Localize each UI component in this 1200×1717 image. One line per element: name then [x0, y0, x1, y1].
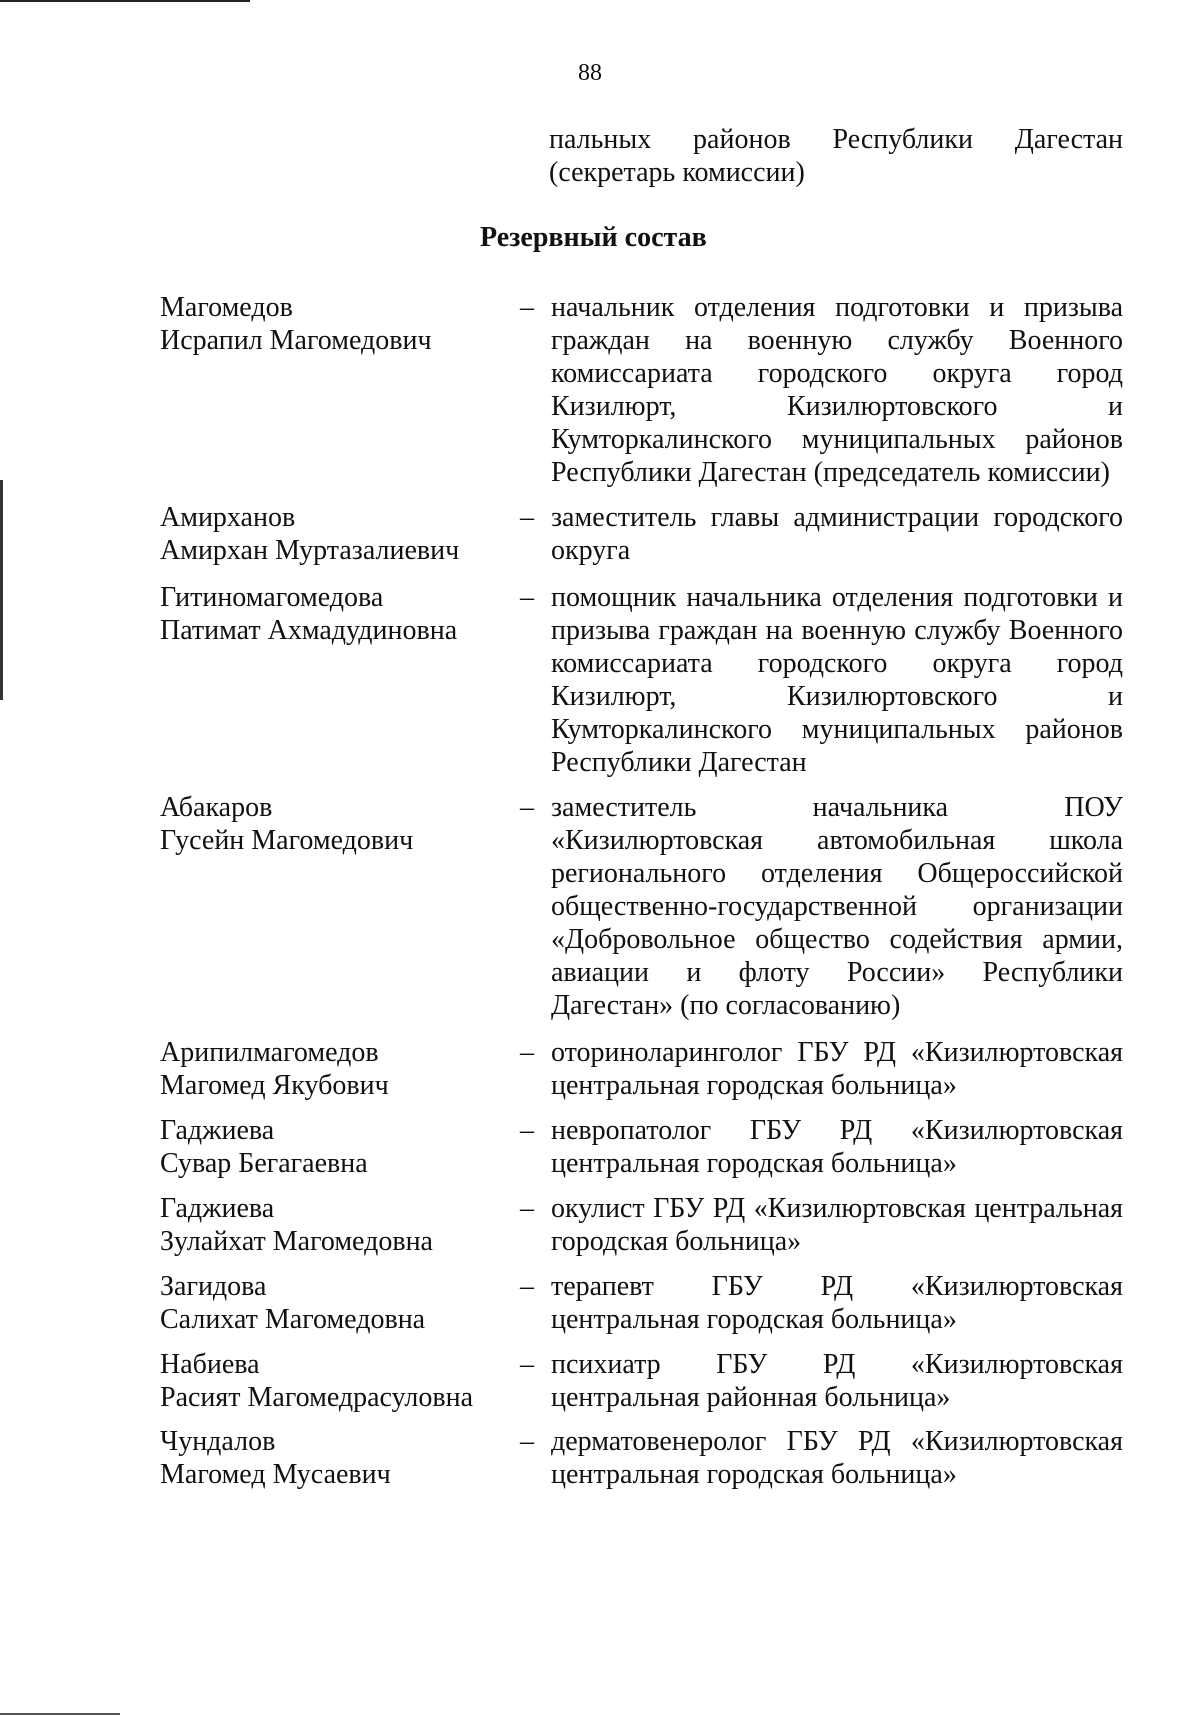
- dash-separator: –: [520, 792, 534, 823]
- member-surname: Гитиномагомедова: [160, 582, 384, 613]
- member-given-name: Исрапил Магомедович: [160, 325, 432, 356]
- member-surname: Арипилмагомедов: [160, 1037, 379, 1068]
- member-name: [160, 1425, 520, 1491]
- member-surname: Гаджиева: [160, 1193, 275, 1224]
- member-given-name: Сувар Бегагаевна: [160, 1148, 368, 1179]
- scan-edge-left: [0, 480, 3, 700]
- member-surname: Абакаров: [160, 792, 273, 823]
- member-given-name: Магомед Якубович: [160, 1070, 389, 1101]
- member-surname: Чундалов: [160, 1426, 276, 1457]
- member-given-name: Патимат Ахмадудиновна: [160, 615, 458, 646]
- scan-edge-bottom: [0, 1713, 120, 1715]
- dash-separator: –: [520, 1349, 534, 1380]
- member-position: оториноларинголог ГБУ РД «Кизилюртовская центральная городская больница»: [551, 1037, 1123, 1101]
- member-position: невропатолог ГБУ РД «Кизилюртовская центральная городская больница»: [551, 1115, 1123, 1179]
- member-surname: Амирханов: [160, 502, 296, 533]
- member-name: [160, 791, 520, 857]
- member-given-name: Гусейн Магомедович: [160, 825, 414, 856]
- member-surname: Магомедов: [160, 292, 293, 323]
- dash-separator: –: [520, 1426, 534, 1457]
- member-given-name: Салихат Магомедовна: [160, 1304, 426, 1335]
- member-given-name: Амирхан Муртазалиевич: [160, 535, 460, 566]
- member-position: психиатр ГБУ РД «Кизилюртовская центральная районная больница»: [551, 1349, 1123, 1413]
- member-name: [160, 1348, 520, 1414]
- member-given-name: Магомед Мусаевич: [160, 1459, 391, 1490]
- member-name: [160, 1036, 520, 1102]
- dash-separator: –: [520, 1271, 534, 1302]
- member-surname: Набиева: [160, 1349, 260, 1380]
- dash-separator: –: [520, 582, 534, 613]
- section-heading: Резервный состав: [480, 222, 707, 253]
- member-position: помощник начальника отделения подготовки и призыва граждан на военную службу Военного комиссариата городского округа город Кизилюрт, Кизилюртовского и Кумторкалинского муниципальных районов Республики Дагестан: [551, 582, 1123, 778]
- member-name: [160, 1114, 520, 1180]
- page-number: 88: [578, 60, 602, 86]
- member-given-name: Расият Магомедрасуловна: [160, 1382, 473, 1413]
- member-position: заместитель начальника ПОУ «Кизилюртовская автомобильная школа регионального отделения Общероссийской общественно-государственной организации «Добровольное общество содействия армии, авиации и флоту России» Республики Дагестан» (по согласованию): [551, 792, 1123, 1021]
- member-given-name: Зулайхат Магомедовна: [160, 1226, 433, 1257]
- member-position: окулист ГБУ РД «Кизилюртовская центральная городская больница»: [551, 1193, 1123, 1257]
- member-position: дерматовенеролог ГБУ РД «Кизилюртовская центральная городская больница»: [551, 1426, 1123, 1490]
- member-name: [160, 1270, 520, 1336]
- continuation-text: пальных районов Республики Дагестан (секретарь комиссии): [549, 124, 1123, 188]
- member-surname: Загидова: [160, 1271, 267, 1302]
- member-name: [160, 1192, 520, 1258]
- member-position: заместитель главы администрации городского округа: [551, 502, 1123, 566]
- member-surname: Гаджиева: [160, 1115, 275, 1146]
- dash-separator: –: [520, 1037, 534, 1068]
- member-position: начальник отделения подготовки и призыва граждан на военную службу Военного комиссариата городского округа город Кизилюрт, Кизилюртовского и Кумторкалинского муниципальных районов Республики Дагестан (председатель комиссии): [551, 292, 1123, 488]
- dash-separator: –: [520, 502, 534, 533]
- member-name: [160, 501, 520, 567]
- dash-separator: –: [520, 1115, 534, 1146]
- dash-separator: –: [520, 292, 534, 323]
- member-position: терапевт ГБУ РД «Кизилюртовская центральная городская больница»: [551, 1271, 1123, 1335]
- scan-edge-top: [0, 0, 250, 2]
- member-name: [160, 291, 520, 357]
- dash-separator: –: [520, 1193, 534, 1224]
- member-name: [160, 581, 520, 647]
